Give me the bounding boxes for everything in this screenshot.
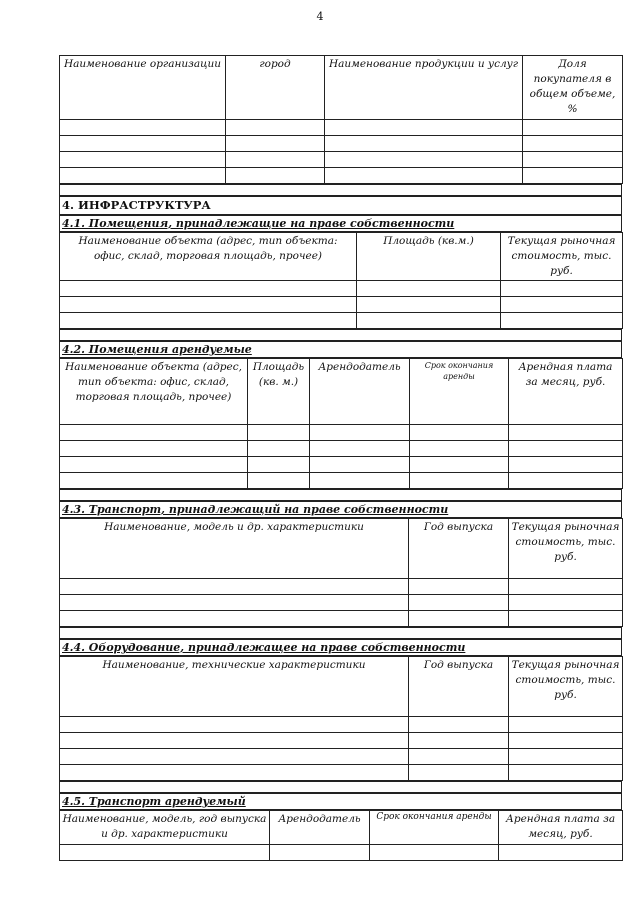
spacer-table [59,489,622,501]
col-monthly-rent: Арендная плата за месяц, руб. [499,811,623,845]
col-city: город [226,56,325,120]
table-cell [60,136,226,152]
table-cell [523,152,623,168]
col-market-value: Текущая рыночная стоимость, тыс. руб. [509,657,623,717]
table-cell [509,457,623,473]
s43-title-table [59,501,622,518]
col-year: Год выпуска [409,657,509,717]
col-monthly-rent: Арендная плата за месяц, руб. [509,359,623,425]
table-cell [270,845,370,861]
s42-title-table [59,341,622,358]
col-name-model: Наименование, модель и др. характеристики [60,519,409,579]
owned-equipment-table [59,656,623,781]
table-cell [509,733,623,749]
table-cell [248,441,310,457]
table-row [60,168,623,184]
table-row [60,595,623,611]
section-4-header [59,196,622,215]
table-cell [60,473,248,489]
table-cell [60,281,357,297]
table-cell [499,845,623,861]
blank-row [60,628,622,639]
col-area: Площадь (кв.м.) [357,233,501,281]
section-title-4-2: 4.2. Помещения арендуемые [60,342,622,358]
section-title-infrastructure: 4. ИНФРАСТРУКТУРА [60,197,622,215]
table-cell [310,425,410,441]
col-market-value: Текущая рыночная стоимость, тыс. руб. [509,519,623,579]
table-cell [409,579,509,595]
table-cell [60,457,248,473]
table-row [60,457,623,473]
table-cell [226,168,325,184]
table-cell [310,441,410,457]
owned-premises-table [59,232,623,329]
col-lease-end: Срок окончания аренды [410,359,509,425]
table-cell [226,120,325,136]
table-cell [310,473,410,489]
table-cell [248,457,310,473]
table-cell [410,441,509,457]
table-cell [509,595,623,611]
table-row [60,281,623,297]
s41-title-table [59,215,622,232]
customers-table [59,55,623,184]
table-row [60,297,623,313]
table-cell [509,441,623,457]
table-cell [509,749,623,765]
col-year: Год выпуска [409,519,509,579]
table-cell [410,473,509,489]
section-title-4-5: 4.5. Транспорт арендуемый [60,794,622,810]
blank-row [60,330,622,341]
table-cell [60,749,409,765]
table-cell [60,168,226,184]
table-cell [409,595,509,611]
rented-transport-table [59,810,623,861]
table-row [60,717,623,733]
table-cell [509,473,623,489]
table-cell [60,733,409,749]
table-cell [248,425,310,441]
col-share: Доля покупателя в общем объеме, % [523,56,623,120]
table-cell [325,136,523,152]
table-cell [60,297,357,313]
table-cell [509,765,623,781]
section-title-4-4: 4.4. Оборудование, принадлежащее на праве собственности [60,640,622,656]
spacer-table [59,627,622,639]
table-cell [226,152,325,168]
table-cell [60,845,270,861]
spacer-table [59,329,622,341]
rented-premises-table [59,358,623,489]
table-row [60,845,623,861]
s45-title-table [59,793,622,810]
table-row [60,579,623,595]
table-cell [60,717,409,733]
col-object-name: Наименование объекта (адрес, тип объекта: офис, склад, торговая площадь, прочее) [60,233,357,281]
table-cell [60,313,357,329]
table-cell [226,136,325,152]
col-products: Наименование продукции и услуг [325,56,523,120]
table-cell [523,136,623,152]
table-cell [248,473,310,489]
table-cell [325,120,523,136]
table-cell [409,611,509,627]
col-market-value: Текущая рыночная стоимость, тыс. руб. [501,233,623,281]
table-row [60,425,623,441]
table-row [60,611,623,627]
table-row [60,313,623,329]
section-title-4-3: 4.3. Транспорт, принадлежащий на праве собственности [60,502,622,518]
customers-rows [60,120,623,184]
rented-premises-rows [60,425,623,489]
table-cell [501,297,623,313]
blank-row [60,490,622,501]
col-name-model-year: Наименование, модель, год выпуска и др. характеристики [60,811,270,845]
table-cell [523,120,623,136]
col-object-name: Наименование объекта (адрес, тип объекта: офис, склад, торговая площадь, прочее) [60,359,248,425]
blank-row [60,782,622,793]
table-cell [523,168,623,184]
col-landlord: Арендодатель [310,359,410,425]
table-cell [357,313,501,329]
form-frame [59,55,622,861]
table-row [60,765,623,781]
table-row [60,733,623,749]
table-cell [370,845,499,861]
table-cell [501,313,623,329]
table-cell [60,152,226,168]
table-cell [60,579,409,595]
table-cell [60,611,409,627]
table-cell [60,765,409,781]
table-row [60,152,623,168]
table-cell [325,168,523,184]
table-cell [60,441,248,457]
table-cell [60,120,226,136]
table-cell [509,717,623,733]
col-lease-end: Срок окончания аренды [370,811,499,845]
table-cell [409,765,509,781]
table-cell [410,425,509,441]
owned-transport-table [59,518,623,627]
owned-equipment-rows [60,717,623,781]
col-org-name: Наименование организации [60,56,226,120]
table-cell [410,457,509,473]
section-title-4-1: 4.1. Помещения, принадлежащие на праве собственности [60,216,622,232]
table-cell [325,152,523,168]
table-cell [60,425,248,441]
blank-row [60,185,622,196]
table-row [60,136,623,152]
page-number: 4 [316,10,324,23]
table-cell [409,717,509,733]
table-row [60,473,623,489]
spacer-table [59,781,622,793]
spacer-table [59,184,622,196]
table-cell [357,297,501,313]
rented-transport-rows [60,845,623,861]
col-landlord: Арендодатель [270,811,370,845]
col-area: Площадь (кв. м.) [248,359,310,425]
col-name-specs: Наименование, технические характеристики [60,657,409,717]
table-row [60,749,623,765]
table-cell [357,281,501,297]
table-row [60,120,623,136]
owned-premises-rows [60,281,623,329]
table-row [60,441,623,457]
table-cell [409,733,509,749]
owned-transport-rows [60,579,623,627]
table-cell [501,281,623,297]
s44-title-table [59,639,622,656]
table-cell [60,595,409,611]
table-cell [509,611,623,627]
table-cell [509,425,623,441]
table-cell [509,579,623,595]
table-cell [310,457,410,473]
table-cell [409,749,509,765]
